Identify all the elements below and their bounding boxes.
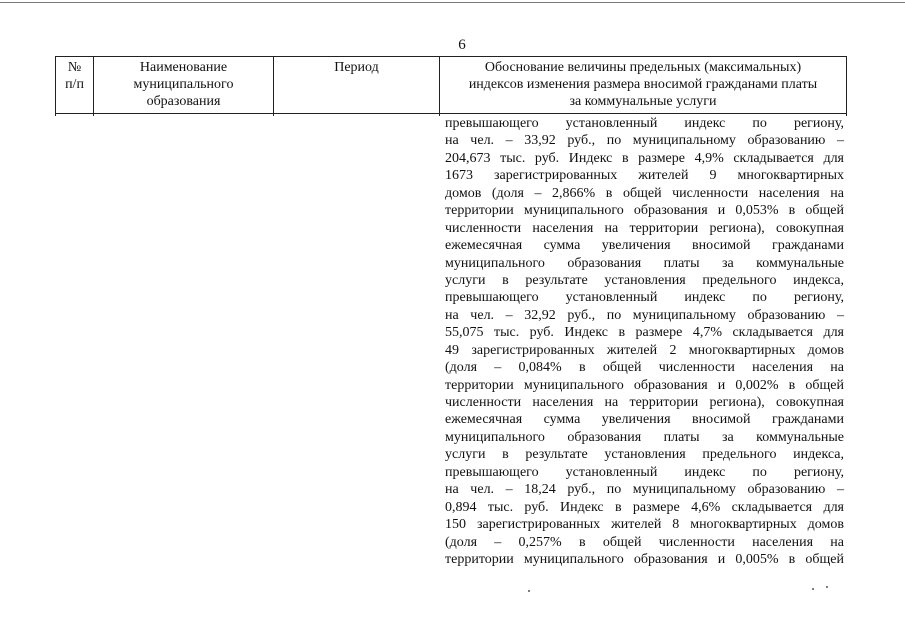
text-line: муниципального образования платы за коммунальные [445, 429, 844, 445]
scan-speck [528, 590, 530, 592]
text-line: 0,894 тыс. руб. Индекс в размере 4,6% складывается для [445, 499, 844, 515]
justification-text [445, 115, 844, 568]
text-line: (доля – 0,084% в общей численности населения на [445, 360, 844, 376]
text-line: домов (доля – 2,866% в общей численности населения на [445, 185, 844, 201]
text-line: территории муниципального образования и 0,053% в общей [445, 203, 844, 219]
text-line: муниципального образования платы за коммунальные [445, 255, 844, 271]
text-line: ежемесячная сумма увеличения вносимой гражданами [445, 238, 844, 254]
text-line: превышающего установленный индекс по региону, [445, 116, 844, 131]
scan-speck [826, 586, 828, 588]
column-rule [273, 114, 274, 116]
text-line: ежемесячная сумма увеличения вносимой гражданами [445, 412, 844, 428]
text-line: 1673 зарегистрированных жителей 9 многоквартирных [445, 168, 844, 184]
text-line: услуги в результате установления предельного индекса, [445, 272, 844, 288]
text-line: 204,673 тыс. руб. Индекс в размере 4,9% складывается для [445, 150, 844, 166]
text-line: услуги в результате установления предельного индекса, [445, 447, 844, 463]
scan-top-edge [0, 2, 905, 3]
column-rule [55, 114, 56, 116]
text-line: территории муниципального образования и 0,005% в общей [445, 551, 844, 567]
header-cell-municipality: Наименование муниципального образования [94, 57, 274, 113]
text-line: на чел. – 18,24 руб., по муниципальному образованию – [445, 482, 844, 498]
header-cell-justification: Обоснование величины предельных (максимальных) индексов изменения размера вносимой гражданами платы за коммунальные услуги [468, 60, 818, 109]
column-rule [846, 114, 847, 116]
page-number: 6 [458, 37, 466, 53]
table-header-row [55, 56, 847, 114]
text-line: численности населения на территории региона), совокупная [445, 220, 844, 236]
header-cell-number: № п/п [56, 57, 94, 113]
text-line: 55,075 тыс. руб. Индекс в размере 4,7% складывается для [445, 325, 844, 341]
text-line: превышающего установленный индекс по региону, [445, 464, 844, 480]
text-line: на чел. – 32,92 руб., по муниципальному образованию – [445, 307, 844, 323]
text-line: превышающего установленный индекс по региону, [445, 290, 844, 306]
text-line: (доля – 0,257% в общей численности населения на [445, 534, 844, 550]
column-rule [439, 114, 440, 116]
text-line: на чел. – 33,92 руб., по муниципальному образованию – [445, 133, 844, 149]
text-line: 150 зарегистрированных жителей 8 многоквартирных домов [445, 517, 844, 533]
text-line: территории муниципального образования и 0,002% в общей [445, 377, 844, 393]
text-line: численности населения на территории региона), совокупная [445, 395, 844, 410]
scan-speck [812, 588, 814, 590]
header-cell-period: Период [274, 57, 440, 113]
column-rule [93, 114, 94, 116]
text-line: 49 зарегистрированных жителей 2 многоквартирных домов [445, 342, 844, 358]
